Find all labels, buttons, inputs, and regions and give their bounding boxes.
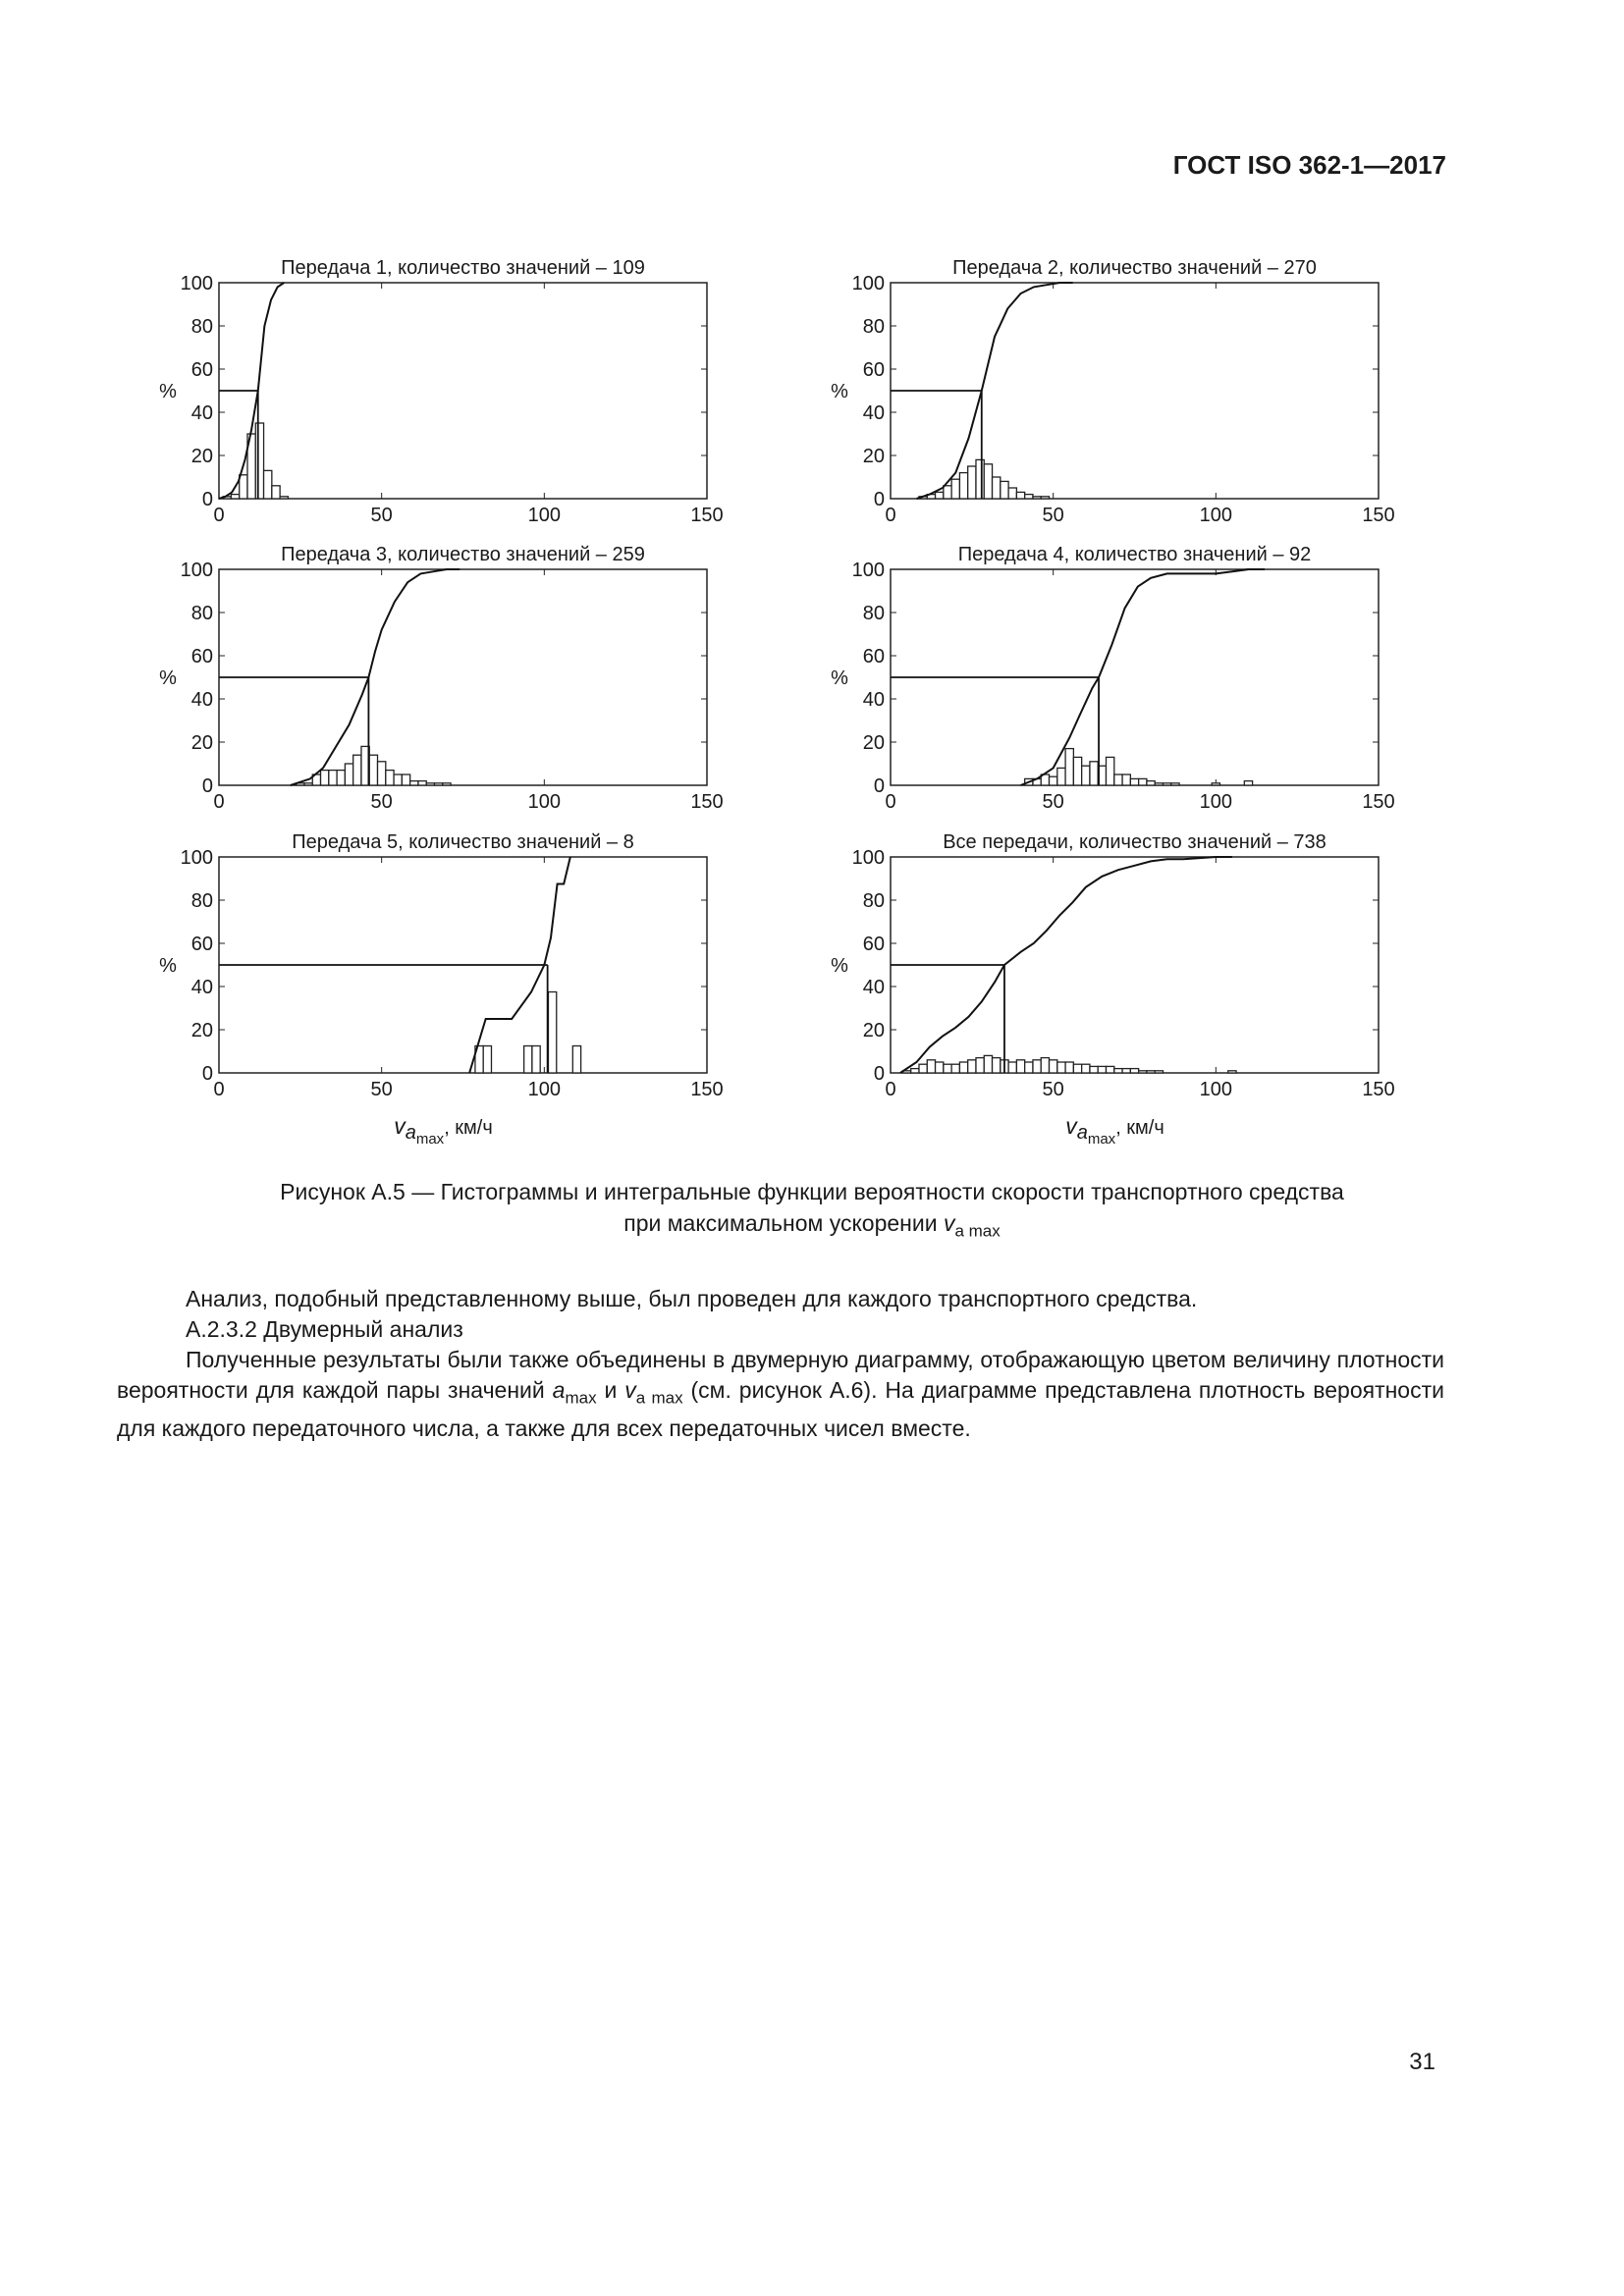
histogram-bar [329,771,337,785]
x-tick-label: 50 [370,791,393,813]
x-tick-label: 100 [1199,505,1233,526]
histogram-bar [1025,1062,1033,1073]
histogram-bar [1016,1060,1024,1073]
histogram-bar [936,492,944,499]
y-tick-label: 60 [190,359,213,381]
histogram-bar [1016,492,1024,499]
histogram-bar [402,774,409,785]
x-tick-label: 50 [370,505,393,526]
histogram-bar [936,1062,944,1073]
histogram-bar [1082,1064,1090,1073]
x-label-var: v [394,1113,406,1139]
histogram-bar [353,755,361,785]
document-header: ГОСТ ISO 362-1—2017 [1172,150,1446,180]
x-tick-label: 150 [690,505,724,526]
histogram-bar [240,475,247,499]
x-tick-label: 150 [1362,791,1395,813]
histogram-bar [976,459,984,499]
p3-text-and: и [596,1377,625,1403]
x-tick-label: 0 [213,505,225,526]
y-tick-label: 60 [862,934,885,955]
y-axis-label: % [831,667,848,689]
histogram-bar [386,771,394,785]
x-tick-label: 100 [527,791,562,813]
page-number: 31 [1409,2049,1435,2075]
histogram-bar [572,1046,580,1074]
y-tick-label: 0 [201,1063,213,1085]
x-label-sub1: a [1076,1122,1088,1144]
y-tick-label: 100 [180,847,213,869]
y-tick-label: 60 [862,359,885,381]
histogram-bar [1057,1062,1065,1073]
x-axis-label [394,1113,493,1148]
y-tick-label: 20 [862,732,885,754]
y-tick-label: 100 [851,560,885,581]
x-tick-label: 150 [690,1079,724,1100]
x-label-unit: , км/ч [444,1117,493,1139]
y-axis-label: % [159,381,177,402]
histogram-bar [410,781,418,785]
histogram-bar [984,1055,992,1073]
figure-caption [0,1176,1624,1248]
paragraph-2d-analysis [117,1345,1444,1444]
histogram-bar [927,1060,935,1073]
histogram-bar [321,771,329,785]
p3-sub-amax: a max [635,1388,683,1408]
histogram-bar [394,774,402,785]
histogram-bar [1001,481,1008,499]
y-tick-label: 60 [862,646,885,667]
chart-title: Передача 2, количество значений – 270 [952,257,1317,279]
histogram-bar [337,771,345,785]
histogram-bar [1114,774,1122,785]
chart-panel-6 [831,831,1395,1148]
y-tick-label: 100 [180,560,213,581]
histogram-bar [1163,783,1170,785]
chart-title: Передача 5, количество значений – 8 [292,831,634,853]
histogram-bar [1212,783,1219,785]
histogram-bar [1090,762,1098,785]
y-tick-label: 60 [190,934,213,955]
histogram-bar [264,470,272,499]
histogram-bar [369,755,377,785]
histogram-bar [1041,497,1049,499]
p3-text-b: (см. рисунок А.6). На диаграмме представлена плотность вероятности для каждого передаточного числа, а также для всех передаточных чисел вместе. [117,1377,1444,1441]
caption-text: при максимальном ускорении [623,1210,944,1236]
chart-panel-3 [159,544,724,813]
histogram-bar [1139,1071,1147,1073]
histogram-bar [1041,1058,1049,1073]
histogram-bar [1130,778,1138,785]
chart-title: Передача 4, количество значений – 92 [957,544,1312,565]
histogram-bar [1107,1066,1114,1073]
y-tick-label: 80 [862,890,885,912]
p3-sub-max: max [565,1388,597,1408]
y-axis-label: % [831,381,848,402]
histogram-bar [1098,1066,1106,1073]
histogram-bar [280,497,288,499]
x-label-unit: , км/ч [1115,1117,1164,1139]
histogram-bar [1171,783,1179,785]
x-axis-label [1065,1113,1164,1148]
y-axis-label: % [159,667,177,689]
x-tick-label: 50 [1042,1079,1064,1100]
y-tick-label: 60 [190,646,213,667]
histogram-bar [418,781,426,785]
histogram-bar [968,1060,976,1073]
y-tick-label: 40 [862,689,885,711]
x-tick-label: 100 [527,1079,562,1100]
histogram-bar [1122,774,1130,785]
histogram-bar [255,423,263,499]
histogram-bar [1147,1071,1155,1073]
y-axis-label: % [159,955,177,977]
x-tick-label: 0 [885,505,896,526]
histogram-bar [1050,1060,1057,1073]
y-tick-label: 40 [862,402,885,424]
x-label-sub2: max [415,1131,445,1148]
histogram-bar [993,477,1001,499]
y-tick-label: 0 [201,775,213,797]
x-tick-label: 150 [690,791,724,813]
x-tick-label: 100 [527,505,562,526]
caption-sub: a max [954,1221,1001,1241]
y-tick-label: 80 [190,316,213,338]
histogram-bar [1065,1062,1073,1073]
y-tick-label: 100 [180,273,213,294]
y-tick-label: 20 [862,1020,885,1041]
histogram-bar [1065,749,1073,785]
histogram-bar [1147,781,1155,785]
histogram-bar [1107,757,1114,785]
y-tick-label: 0 [873,775,885,797]
histogram-bar [532,1046,540,1074]
y-tick-label: 0 [873,1063,885,1085]
histogram-bar [1033,1060,1041,1073]
histogram-bar [1122,1069,1130,1073]
histogram-bar [1139,778,1147,785]
x-label-sub2: max [1087,1131,1116,1148]
x-tick-label: 50 [370,1079,393,1100]
y-tick-label: 20 [190,446,213,467]
histogram-bar [1228,1071,1236,1073]
p3-var-a: a [552,1377,566,1403]
histogram-bar [1008,1062,1016,1073]
y-tick-label: 0 [873,489,885,510]
histogram-bar [944,486,951,499]
plot-frame [219,283,707,499]
x-label-var: v [1065,1113,1077,1139]
histogram-bar [984,464,992,499]
chart-panel-2 [831,257,1395,526]
histogram-bar [968,466,976,499]
histogram-bar [1008,488,1016,499]
histogram-bar [976,1058,984,1073]
x-tick-label: 0 [213,791,225,813]
y-tick-label: 80 [190,890,213,912]
body-text [117,1284,1444,1444]
histogram-bar [959,473,967,499]
histogram-bar [345,764,352,785]
histogram-bar [524,1046,532,1074]
histogram-bar [951,1064,959,1073]
x-tick-label: 150 [1362,505,1395,526]
histogram-bar [1130,1069,1138,1073]
y-tick-label: 80 [862,603,885,624]
histogram-bar [1025,495,1033,499]
x-tick-label: 0 [885,1079,896,1100]
y-tick-label: 20 [190,732,213,754]
y-tick-label: 100 [851,273,885,294]
histogram-bar [231,495,239,499]
p3-text-a: Полученные результаты были также объединены в двумерную диаграмму, отображающую цветом величину плотности вероятности для каждой пары значений [117,1347,1444,1403]
histogram-bar [1155,783,1163,785]
paragraph-analysis: Анализ, подобный представленному выше, был проведен для каждого транспортного средства. [186,1286,1198,1311]
x-tick-label: 100 [1199,791,1233,813]
y-tick-label: 80 [862,316,885,338]
histogram-bar [1155,1071,1163,1073]
histogram-bar [426,783,434,785]
p3-var-v: v [624,1377,636,1403]
chart-panel-1 [159,257,724,526]
histogram-bar [1073,1064,1081,1073]
caption-var: v [943,1210,955,1236]
histogram-bar [1114,1069,1122,1073]
histogram-bar [911,1069,919,1073]
caption-line-1: Рисунок А.5 — Гистограммы и интегральные функции вероятности скорости транспортного средства [280,1179,1344,1204]
x-tick-label: 0 [885,791,896,813]
histogram-bar [1244,781,1252,785]
x-tick-label: 50 [1042,505,1064,526]
y-tick-label: 40 [190,689,213,711]
chart-title: Передача 3, количество значений – 259 [281,544,645,565]
histogram-bar [304,783,312,785]
y-tick-label: 100 [851,847,885,869]
y-tick-label: 0 [201,489,213,510]
histogram-bar [272,486,280,499]
y-axis-label: % [831,955,848,977]
histogram-bar [483,1046,491,1074]
x-tick-label: 50 [1042,791,1064,813]
x-tick-label: 150 [1362,1079,1395,1100]
y-tick-label: 80 [190,603,213,624]
y-tick-label: 40 [190,402,213,424]
section-heading: А.2.3.2 Двумерный анализ [186,1316,463,1342]
chart-title: Передача 1, количество значений – 109 [281,257,645,279]
histogram-bar [1090,1066,1098,1073]
histogram-bar [1050,776,1057,785]
chart-title: Все передачи, количество значений – 738 [943,831,1326,853]
y-tick-label: 20 [190,1020,213,1041]
histogram-bar [1057,768,1065,785]
histogram-bar [951,479,959,499]
y-tick-label: 40 [190,977,213,998]
histogram-bar [435,783,443,785]
x-label-sub1: a [405,1122,416,1144]
histogram-bar [548,992,556,1074]
histogram-bar [1082,766,1090,785]
histogram-bar [443,783,451,785]
histogram-bar [919,1064,927,1073]
chart-panel-5 [159,831,724,1148]
y-tick-label: 40 [862,977,885,998]
x-tick-label: 0 [213,1079,225,1100]
x-tick-label: 100 [1199,1079,1233,1100]
histogram-bar [959,1062,967,1073]
histogram-bar [1033,497,1041,499]
chart-panel-4 [831,544,1395,813]
histogram-bar [944,1064,951,1073]
histogram-bar [993,1058,1001,1073]
caption-line-2 [0,1207,1624,1248]
y-tick-label: 20 [862,446,885,467]
histogram-bar [378,762,386,785]
histogram-bar [1073,757,1081,785]
